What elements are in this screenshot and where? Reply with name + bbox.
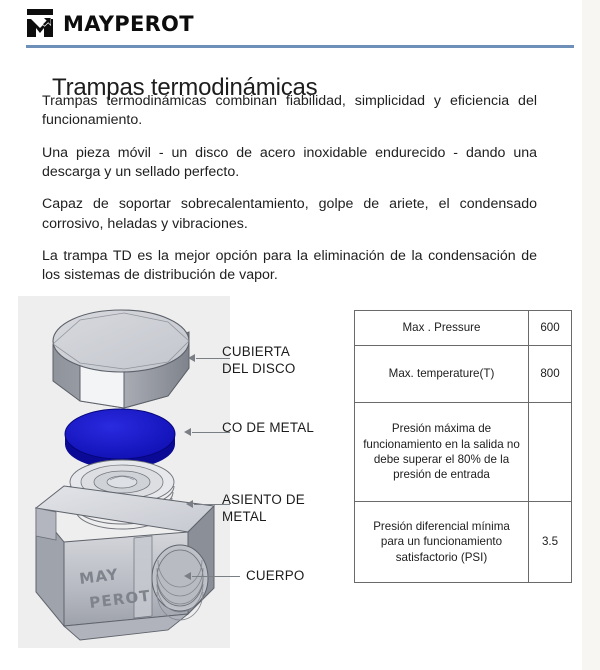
spec-label-max-outlet-pressure: Presión máxima de funcionamiento en la salida no debe superar el 80% de la presión de entrada xyxy=(355,403,529,502)
paragraph-1: Trampas termodinámicas combinan fiabilidad, simplicidad y eficiencia del funcionamiento. xyxy=(42,93,537,129)
svg-text:MAY: MAY xyxy=(78,565,120,588)
callout-asiento-line1: ASIENTO DE xyxy=(222,492,305,507)
spec-value-max-pressure: 600 xyxy=(529,311,572,346)
spec-value-max-outlet-pressure xyxy=(529,403,572,502)
table-row xyxy=(355,403,572,502)
callout-co-metal-line1: CO DE METAL xyxy=(222,420,314,435)
callout-cuerpo xyxy=(246,568,305,585)
paragraph-2: Una pieza móvil - un disco de acero inoxidable endurecido - dando una descarga y un sellado perfecto. xyxy=(42,144,537,180)
table-row xyxy=(355,346,572,403)
spec-label-max-temperature: Max. temperature(T) xyxy=(355,346,529,403)
spec-value-min-differential-pressure: 3.5 xyxy=(529,502,572,583)
mayperot-logo-mark-icon xyxy=(26,8,54,38)
leader-arrow-cubierta xyxy=(188,354,195,362)
page-outer-margin xyxy=(582,0,600,670)
page-title: Trampas termodinámicas xyxy=(52,74,318,102)
table-row xyxy=(355,502,572,583)
header-divider xyxy=(26,45,574,48)
callout-cubierta-line2: DEL DISCO xyxy=(222,360,296,376)
brand-logo[interactable] xyxy=(26,8,194,38)
spec-value-max-temperature: 800 xyxy=(529,346,572,403)
brand-wordmark: MAYPEROT xyxy=(63,11,194,36)
table-row xyxy=(355,311,572,346)
page-header xyxy=(0,0,582,47)
callout-cubierta-line1: CUBIERTA xyxy=(222,344,291,359)
spec-label-max-pressure: Max . Pressure xyxy=(355,311,529,346)
callout-cubierta-del-disco xyxy=(222,344,295,378)
callout-asiento-de-metal xyxy=(222,492,305,526)
leader-arrow-cuerpo xyxy=(184,572,191,580)
svg-text:PEROT: PEROT xyxy=(88,586,152,612)
diagram-callouts xyxy=(196,296,356,648)
callout-cuerpo-line1: CUERPO xyxy=(246,568,305,583)
callout-co-de-metal xyxy=(222,420,314,437)
paragraph-4: La trampa TD es la mejor opción para la eliminación de la condensación de los sistemas de distribución de vapor. xyxy=(42,247,537,284)
spec-label-min-differential-pressure: Presión diferencial mínima para un funcionamiento satisfactorio (PSI) xyxy=(355,502,529,583)
specifications-table xyxy=(354,310,572,583)
leader-arrow-asiento xyxy=(186,500,193,508)
paragraph-3: Capaz de soportar sobrecalentamiento, golpe de ariete, el condensado corrosivo, heladas y vibraciones. xyxy=(42,196,537,232)
body-copy xyxy=(42,92,537,286)
leader-line-cuerpo xyxy=(192,576,240,577)
leader-arrow-co-metal xyxy=(184,428,191,436)
callout-asiento-line2: METAL xyxy=(222,508,267,524)
